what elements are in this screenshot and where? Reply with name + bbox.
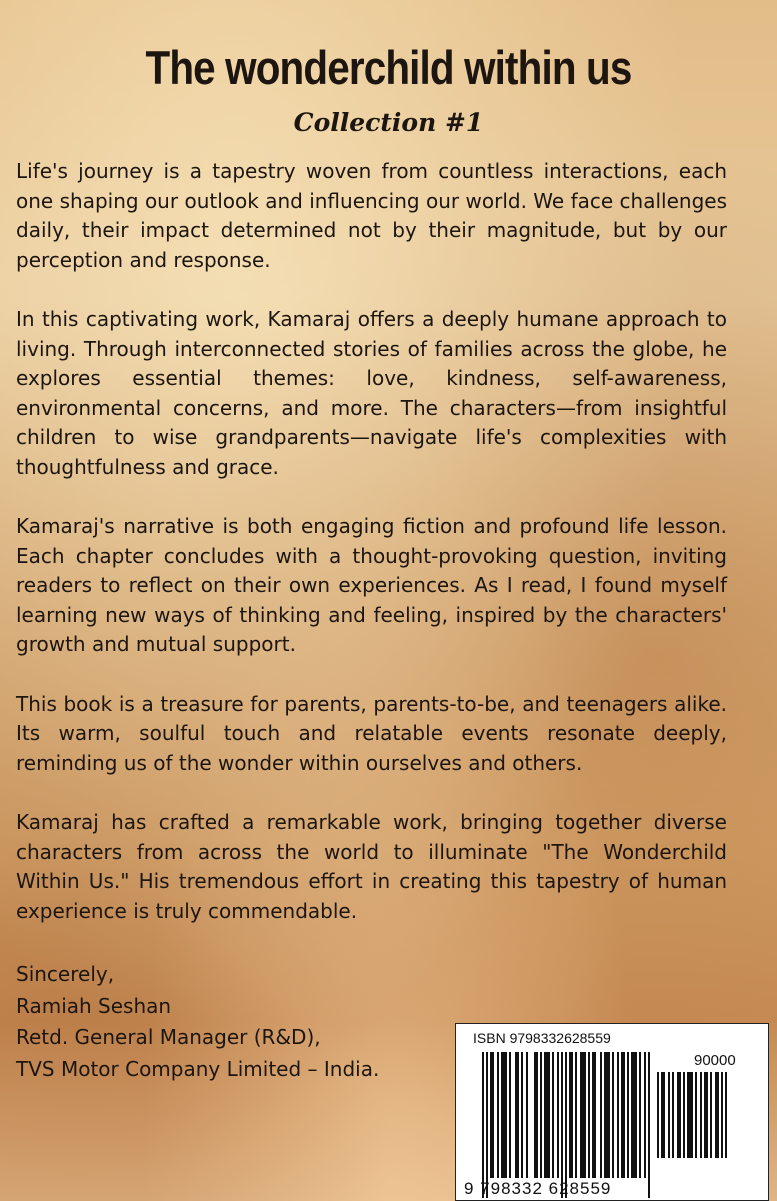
barcode-addon-number: 90000 <box>694 1052 736 1069</box>
barcode-digits: 9 798332 628559 <box>464 1179 612 1198</box>
paragraph-3: Kamaraj's narrative is both engaging fiction and profound life lesson. Each chapter concludes with a thought-provoking question, inviting readers to reflect on their own experiences. As I read, I found myself learning new ways of thinking and feeling, inspired by the characters' growth and mutual support. <box>16 514 727 656</box>
back-cover-text <box>16 157 727 956</box>
barcode-main-bars <box>482 1052 652 1198</box>
paragraph-5: Kamaraj has crafted a remarkable work, bringing together diverse characters from across the world to illuminate "The Wonderchild Within Us." His tremendous effort in creating this tapestry of human experience is truly commendable. <box>16 810 727 923</box>
book-title: The wonderchild within us <box>145 41 632 94</box>
signature-closing: Sincerely, <box>16 962 115 986</box>
signature-block <box>16 959 379 1085</box>
signature-position: Retd. General Manager (R&D), <box>16 1025 321 1049</box>
paragraph-1: Life's journey is a tapestry woven from countless interactions, each one shaping our outlook and influencing our world. We face challenges daily, their impact determined not by their magnitude, but by our perception and response. <box>16 159 727 272</box>
paragraph-4: This book is a treasure for parents, parents-to-be, and teenagers alike. Its warm, soulful touch and relatable events resonate deeply, reminding us of the wonder within ourselves and others. <box>16 691 727 775</box>
collection-subtitle: Collection #1 <box>293 108 484 137</box>
barcode-addon-bars <box>657 1072 760 1178</box>
isbn-label: ISBN 9798332628559 <box>473 1030 611 1046</box>
paragraph-2: In this captivating work, Kamaraj offers a deeply humane approach to living. Through interconnected stories of families across the globe, he explores essential themes: love, kindness, self-awareness, environmental concerns, and more. The characters—from insightful children to wise grandparents—navigate life's complexities with thoughtfulness and grace. <box>16 307 727 479</box>
isbn-barcode <box>455 1023 769 1201</box>
signature-name: Ramiah Seshan <box>16 993 172 1018</box>
signature-company: TVS Motor Company Limited – India. <box>16 1056 380 1081</box>
